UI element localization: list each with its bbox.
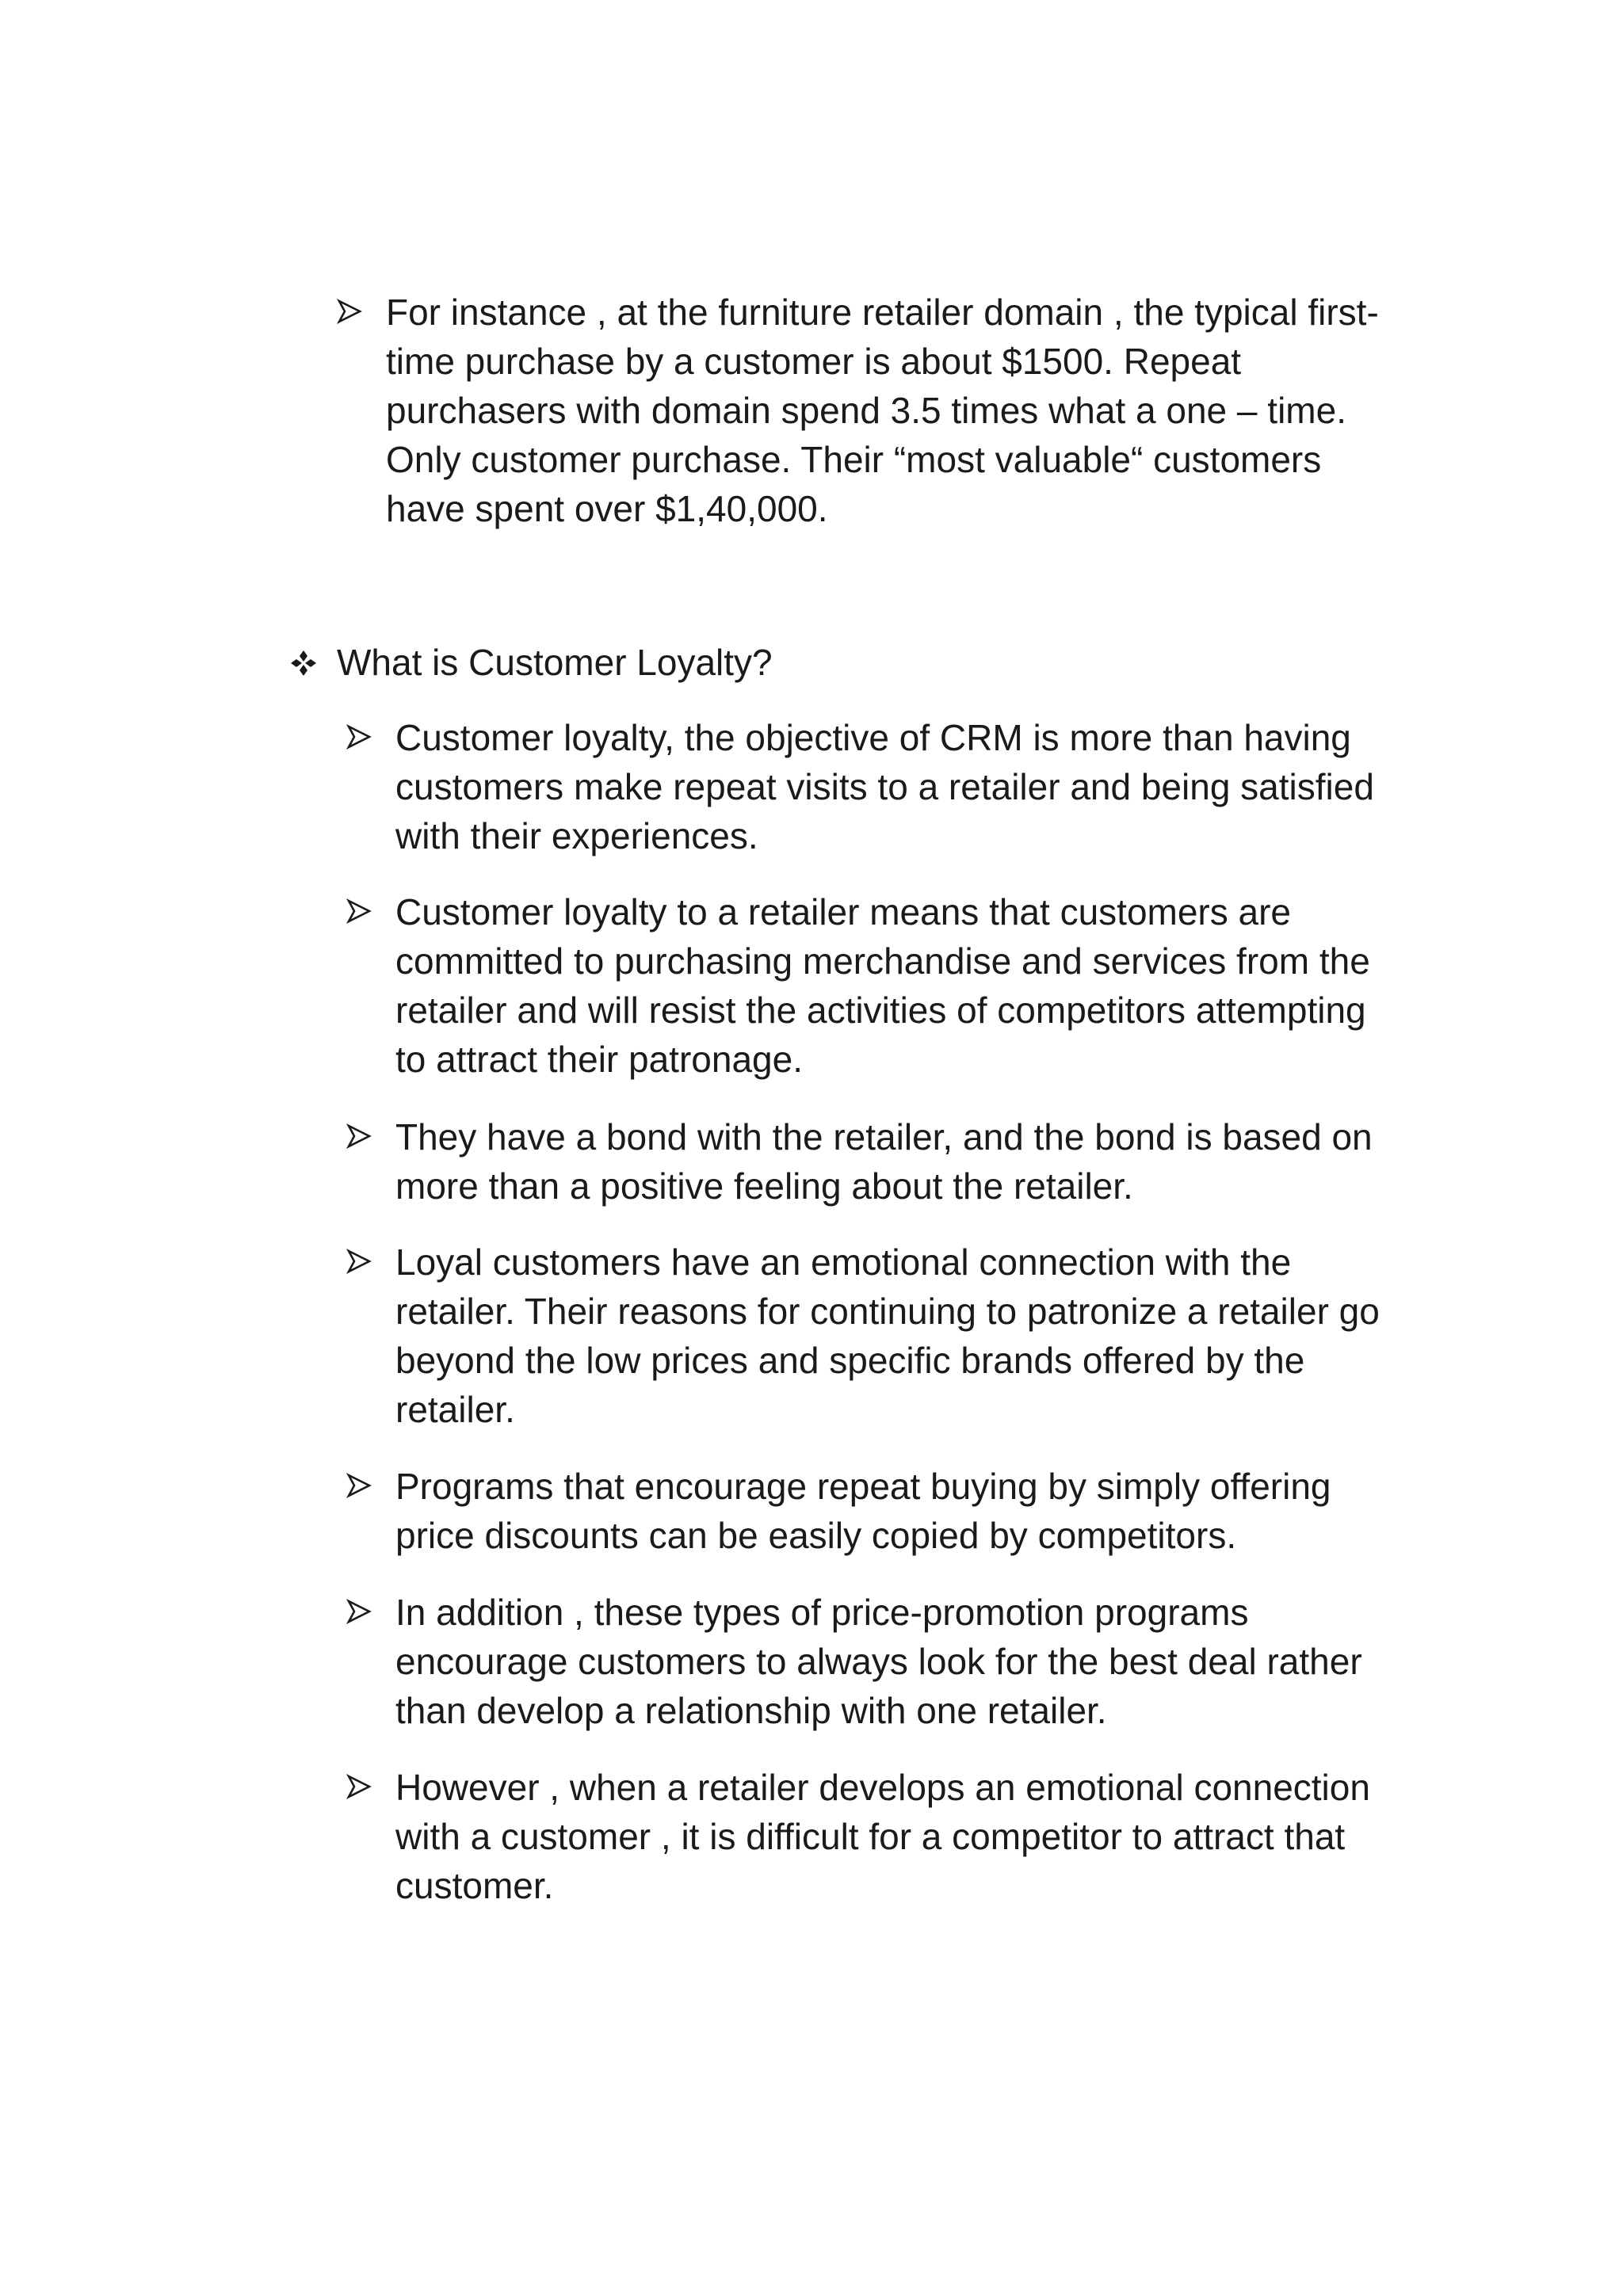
list-item-text: Programs that encourage repeat buying by simply offering price discounts can be easily copied by competitors. [395, 1466, 1331, 1556]
list-item-text: Customer loyalty, the objective of CRM is more than having customers make repeat visits to a retailer and being satisfied with their experiences. [395, 717, 1374, 856]
list-item [346, 887, 1400, 1084]
list-item [346, 1763, 1400, 1910]
arrow-bullet-icon [337, 288, 386, 337]
arrow-bullet-icon [346, 1238, 395, 1287]
list-item [346, 1588, 1400, 1735]
list-item-text: However , when a retailer develops an emotional connection with a customer , it is difficult for a competitor to attract that customer. [395, 1767, 1370, 1906]
section-heading-item [289, 638, 1399, 687]
arrow-bullet-icon [346, 1763, 395, 1812]
diamond-bullet-icon [289, 638, 337, 687]
list-item [346, 713, 1400, 860]
list-item-text: Loyal customers have an emotional connection with the retailer. Their reasons for continuing to patronize a retailer go beyond the low prices and specific brands offered by the retailer. [395, 1241, 1380, 1430]
list-item [346, 1238, 1400, 1434]
arrow-bullet-icon [346, 887, 395, 936]
list-item-text: In addition , these types of price-promotion programs encourage customers to always look for the best deal rather than develop a relationship with one retailer. [395, 1592, 1362, 1731]
intro-bullet-item [337, 288, 1383, 533]
arrow-bullet-icon [346, 1588, 395, 1637]
list-item-text: Customer loyalty to a retailer means that customers are committed to purchasing merchandise and services from the retailer and will resist the activities of competitors attempting to attract their patronage. [395, 891, 1370, 1080]
intro-bullet-text: For instance , at the furniture retailer domain , the typical first-time purchase by a customer is about $1500. Repeat purchasers with domain spend 3.5 times what a one – time. Only customer purchase. Their “most valuable“ customers have spent over $1,40,000. [386, 292, 1379, 529]
arrow-bullet-icon [346, 1462, 395, 1511]
arrow-bullet-icon [346, 713, 395, 762]
section-heading: What is Customer Loyalty? [337, 642, 773, 683]
list-item [346, 1112, 1400, 1211]
list-item [346, 1462, 1400, 1560]
arrow-bullet-icon [346, 1112, 395, 1161]
list-item-text: They have a bond with the retailer, and the bond is based on more than a positive feeling about the retailer. [395, 1116, 1373, 1207]
